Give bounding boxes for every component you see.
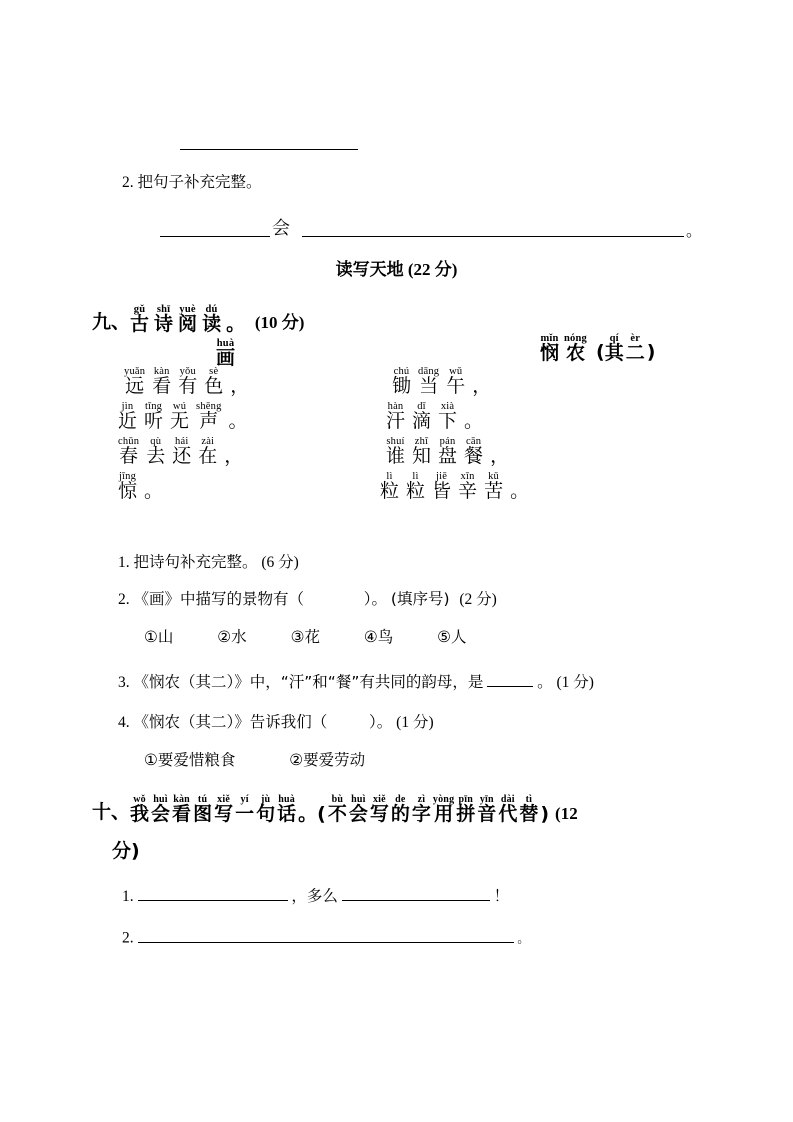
section-header-title: 读写天地 bbox=[335, 260, 404, 280]
pinyin-text: wǒ bbox=[133, 794, 146, 805]
sentence-blank-a[interactable] bbox=[160, 236, 270, 237]
pinyin-text: kàn bbox=[153, 366, 170, 377]
hanzi-text: 去 bbox=[146, 445, 166, 467]
ruby-char bbox=[432, 471, 451, 501]
hanzi-text: 。 bbox=[144, 480, 164, 502]
section-ten-title-chars bbox=[130, 786, 551, 824]
pinyin-text: tú bbox=[197, 794, 208, 805]
ruby-char bbox=[510, 471, 529, 501]
pinyin-text: dú bbox=[205, 304, 218, 315]
write-line-2-end-mark: 。 bbox=[517, 931, 530, 946]
hanzi-text: 粒 bbox=[406, 480, 426, 502]
hanzi-text: ， bbox=[230, 375, 250, 397]
hanzi-text: 汗 bbox=[386, 410, 406, 432]
poem-line bbox=[118, 401, 255, 431]
pinyin-text: chūn bbox=[118, 436, 140, 447]
pinyin-text: zhī bbox=[414, 436, 429, 447]
hanzi-text: 看 bbox=[172, 803, 192, 825]
ruby-char bbox=[118, 401, 137, 431]
hanzi-text: 读 bbox=[202, 313, 222, 335]
ruby-char bbox=[626, 333, 645, 363]
ruby-char bbox=[224, 436, 243, 466]
ruby-char bbox=[540, 333, 559, 363]
hanzi-text: 声 bbox=[199, 410, 219, 432]
ruby-char bbox=[172, 794, 191, 824]
hanzi-text: 在 bbox=[198, 445, 218, 467]
ruby-char bbox=[484, 471, 503, 501]
hanzi-text: 替 bbox=[519, 803, 539, 825]
ruby-char bbox=[118, 436, 139, 466]
poem-line bbox=[380, 471, 536, 501]
pinyin-text: jiē bbox=[435, 471, 448, 482]
poem-line bbox=[118, 471, 170, 501]
hanzi-text: 句 bbox=[256, 803, 276, 825]
hanzi-text: 写 bbox=[214, 803, 234, 825]
ruby-char bbox=[130, 304, 149, 334]
ruby-char bbox=[144, 401, 163, 431]
poem-area bbox=[0, 333, 793, 548]
hanzi-text: 代 bbox=[498, 803, 518, 825]
pinyin-text: huì bbox=[351, 794, 366, 805]
ruby-char bbox=[349, 794, 368, 824]
hanzi-text: 午 bbox=[446, 375, 466, 397]
pinyin-text: xiě bbox=[217, 794, 230, 805]
question-4-text-after: ）。 bbox=[369, 713, 393, 731]
hanzi-text: 悯 bbox=[540, 342, 560, 364]
write-line-2-blank-a[interactable] bbox=[138, 926, 514, 943]
question-3-number: 3. bbox=[118, 674, 130, 691]
sentence-completion-row bbox=[160, 214, 703, 240]
section-nine-index: 九、 bbox=[92, 311, 131, 333]
ruby-char bbox=[124, 366, 145, 396]
hanzi-text: 。 bbox=[228, 410, 248, 432]
poem-title-paren-close: ) bbox=[646, 341, 656, 363]
hanzi-text: 音 bbox=[477, 803, 497, 825]
pinyin-text: huì bbox=[153, 794, 168, 805]
poem-title-hua-pinyin: huà bbox=[216, 338, 235, 349]
ruby-char bbox=[130, 794, 149, 824]
hanzi-text: 拼 bbox=[456, 803, 476, 825]
hanzi-text: 阅 bbox=[178, 313, 198, 335]
ruby-char bbox=[370, 794, 389, 824]
pinyin-text: pán bbox=[439, 436, 456, 447]
ruby-char bbox=[464, 436, 483, 466]
pinyin-text: yǒu bbox=[179, 366, 196, 377]
write-line-1-number: 1. bbox=[122, 888, 134, 905]
pinyin-text: xiě bbox=[372, 794, 386, 805]
ruby-char bbox=[178, 366, 197, 396]
pinyin-text: wú bbox=[172, 401, 187, 412]
ruby-char bbox=[386, 436, 405, 466]
question-3-answer-blank[interactable] bbox=[487, 671, 533, 688]
ruby-char bbox=[464, 401, 483, 431]
ruby-char bbox=[152, 366, 171, 396]
section-ten-points-second: 分) bbox=[112, 840, 140, 862]
pinyin-text: zài bbox=[201, 436, 215, 447]
hanzi-text: 农 bbox=[566, 342, 586, 364]
hanzi-text: 还 bbox=[172, 445, 192, 467]
hanzi-text: 听 bbox=[144, 410, 164, 432]
ruby-char bbox=[178, 304, 197, 334]
ruby-char bbox=[118, 471, 137, 501]
ruby-char bbox=[151, 794, 170, 824]
ruby-char bbox=[392, 366, 411, 396]
ruby-char bbox=[412, 436, 431, 466]
hanzi-text: 下 bbox=[438, 410, 458, 432]
section-nine-points: (10 分) bbox=[254, 313, 305, 332]
ruby-char bbox=[458, 471, 477, 501]
question-2-points: (2 分) bbox=[459, 591, 497, 608]
pinyin-text: yòng bbox=[432, 794, 455, 805]
question-2 bbox=[118, 587, 497, 609]
ruby-char bbox=[298, 794, 326, 824]
ruby-char bbox=[226, 304, 245, 334]
hanzi-text: 当 bbox=[419, 375, 439, 397]
option-3[interactable]: ③花 bbox=[290, 628, 320, 646]
pinyin-text: jīng bbox=[118, 471, 137, 482]
hanzi-text: 粒 bbox=[380, 480, 400, 502]
hanzi-text: 我 bbox=[130, 803, 150, 825]
hanzi-text: 会 bbox=[151, 803, 171, 825]
question-3-text-after: 。 bbox=[537, 673, 553, 691]
ruby-char bbox=[446, 366, 465, 396]
ruby-char bbox=[230, 366, 249, 396]
pinyin-text: hái bbox=[175, 436, 189, 447]
pinyin-text: jìn bbox=[121, 401, 134, 412]
question-1-text: 把诗句补充完整。 bbox=[133, 553, 258, 571]
pinyin-text: shuí bbox=[386, 436, 405, 447]
question-2-number: 2. bbox=[118, 591, 130, 608]
ruby-char bbox=[472, 366, 491, 396]
ruby-char bbox=[490, 436, 509, 466]
ruby-char bbox=[193, 794, 212, 824]
hanzi-text: 滴 bbox=[412, 410, 432, 432]
pinyin-text: zì bbox=[417, 794, 426, 805]
ruby-char bbox=[456, 794, 475, 824]
ruby-char bbox=[202, 304, 221, 334]
pinyin-text: lì bbox=[412, 471, 419, 482]
ruby-char bbox=[204, 366, 223, 396]
pinyin-text: hàn bbox=[387, 401, 404, 412]
pinyin-text: lì bbox=[386, 471, 393, 482]
ruby-char bbox=[386, 401, 405, 431]
pinyin-text: pīn bbox=[458, 794, 474, 805]
pinyin-text: dài bbox=[500, 794, 515, 805]
hanzi-text: 会 bbox=[348, 803, 368, 825]
hanzi-text: 不 bbox=[327, 803, 347, 825]
hanzi-text: 锄 bbox=[392, 375, 412, 397]
hanzi-text: 谁 bbox=[386, 445, 406, 467]
pinyin-text: yīn bbox=[479, 794, 494, 805]
poem-line bbox=[124, 366, 256, 396]
hanzi-text: 苦 bbox=[484, 480, 504, 502]
hanzi-text: 字 bbox=[411, 803, 431, 825]
write-line-1 bbox=[122, 884, 509, 906]
section-ten-points-first: (12 bbox=[555, 804, 578, 823]
question-3-text-before: 《悯农（其二）》中，“汗”和“餐”有共同的韵母，是 bbox=[133, 673, 484, 691]
ruby-char bbox=[170, 401, 189, 431]
question-4-options bbox=[144, 748, 365, 770]
poem-line bbox=[386, 436, 516, 466]
ruby-char bbox=[328, 794, 347, 824]
pinyin-text: dī bbox=[417, 401, 426, 412]
question-2-options bbox=[144, 625, 467, 647]
ruby-char bbox=[277, 794, 296, 824]
question-1 bbox=[118, 550, 299, 572]
pinyin-text: gǔ bbox=[133, 304, 146, 315]
pinyin-text: sè bbox=[209, 366, 219, 377]
question-2-text-after: ）。 bbox=[363, 590, 388, 608]
hanzi-text: 用 bbox=[434, 803, 454, 825]
hanzi-text: ， bbox=[224, 445, 244, 467]
hanzi-text: 远 bbox=[125, 375, 145, 397]
hanzi-text: 盘 bbox=[438, 445, 458, 467]
question-1-number: 1. bbox=[118, 554, 130, 571]
ruby-char bbox=[564, 333, 587, 363]
question-4 bbox=[118, 710, 434, 732]
question-label-fill-sentence bbox=[122, 170, 262, 192]
ruby-char bbox=[406, 471, 425, 501]
pinyin-text: èr bbox=[630, 333, 641, 344]
section-ten-index: 十、 bbox=[92, 801, 131, 823]
option-a[interactable]: ①要爱惜粮食 bbox=[144, 751, 236, 769]
hanzi-text: 春 bbox=[119, 445, 139, 467]
ruby-char bbox=[235, 794, 254, 824]
question-4-number: 4. bbox=[118, 714, 130, 731]
ruby-char bbox=[256, 794, 275, 824]
sentence-word-hui: 会 bbox=[272, 218, 290, 239]
pinyin-text: tì bbox=[525, 794, 533, 805]
write-line-1-mid-text: ，多么 bbox=[291, 887, 338, 905]
ruby-char bbox=[196, 401, 222, 431]
hanzi-text: 古 bbox=[130, 313, 150, 335]
hanzi-text: 话 bbox=[277, 803, 297, 825]
section-header-points: (22 分) bbox=[407, 260, 458, 279]
pinyin-text: de bbox=[395, 794, 406, 805]
poem-line bbox=[118, 436, 250, 466]
answer-blank-rule-top[interactable] bbox=[180, 149, 358, 150]
hanzi-text: 二 bbox=[625, 342, 645, 364]
option-1[interactable]: ①山 bbox=[144, 628, 174, 646]
question-2-text-before: 《画》中描写的景物有（ bbox=[133, 590, 305, 608]
question-number: 2. bbox=[122, 174, 134, 191]
ruby-char bbox=[477, 794, 496, 824]
ruby-char bbox=[433, 794, 454, 824]
hanzi-text: 无 bbox=[170, 410, 190, 432]
poem-title-hua-hanzi: 画 bbox=[216, 347, 236, 369]
pinyin-text: qù bbox=[150, 436, 162, 447]
pinyin-text: mǐn bbox=[540, 333, 559, 344]
question-text: 把句子补充完整。 bbox=[137, 173, 262, 191]
pinyin-text: chú bbox=[393, 366, 410, 377]
hanzi-text: 餐 bbox=[464, 445, 484, 467]
hanzi-text: ， bbox=[472, 375, 492, 397]
ruby-char bbox=[605, 333, 624, 363]
ruby-char bbox=[412, 401, 431, 431]
pinyin-text: huà bbox=[278, 794, 295, 805]
sentence-end-mark: 。 bbox=[686, 221, 703, 240]
hanzi-text: 。( bbox=[298, 803, 326, 825]
ruby-char bbox=[412, 794, 431, 824]
ruby-char bbox=[540, 794, 549, 824]
option-5[interactable]: ⑤人 bbox=[437, 628, 467, 646]
hanzi-text: 色 bbox=[204, 375, 224, 397]
poem-line bbox=[392, 366, 498, 396]
option-b[interactable]: ②要爱劳动 bbox=[289, 751, 366, 769]
write-line-2-number: 2. bbox=[122, 929, 134, 947]
write-line-1-blank-b[interactable] bbox=[342, 885, 490, 902]
question-4-text-before: 《悯农（其二）》告诉我们（ bbox=[133, 713, 328, 731]
hanzi-text: 图 bbox=[193, 803, 213, 825]
heading-section-nine bbox=[92, 296, 304, 334]
ruby-char bbox=[146, 436, 165, 466]
section-nine-title-chars bbox=[130, 296, 250, 334]
pinyin-text: cān bbox=[465, 436, 482, 447]
heading-section-ten bbox=[92, 786, 792, 824]
poem-title-hua bbox=[216, 333, 235, 368]
write-line-1-blank-a[interactable] bbox=[138, 885, 288, 902]
question-4-points: (1 分) bbox=[396, 714, 434, 731]
question-2-hint: (填序号) bbox=[390, 590, 450, 608]
ruby-char bbox=[438, 401, 457, 431]
ruby-char bbox=[229, 401, 248, 431]
pinyin-text: yuǎn bbox=[124, 366, 146, 377]
pinyin-text: yuè bbox=[179, 304, 196, 315]
ruby-char bbox=[498, 794, 517, 824]
pinyin-text: bù bbox=[331, 794, 344, 805]
ruby-char bbox=[214, 794, 233, 824]
ruby-char bbox=[391, 794, 410, 824]
poem-title-paren-open: ( bbox=[596, 341, 605, 363]
poem-title-minnong bbox=[540, 333, 655, 363]
pinyin-text: kǔ bbox=[488, 471, 500, 482]
hanzi-text: 辛 bbox=[458, 480, 478, 502]
ruby-char bbox=[380, 471, 399, 501]
hanzi-text: 皆 bbox=[432, 480, 452, 502]
poem-line bbox=[386, 401, 490, 431]
ruby-char bbox=[198, 436, 217, 466]
hanzi-text: 。 bbox=[510, 480, 530, 502]
write-line-1-end-mark: ！ bbox=[493, 887, 510, 905]
ruby-char bbox=[519, 794, 538, 824]
question-3-points: (1 分) bbox=[556, 674, 594, 691]
pinyin-text: xīn bbox=[460, 471, 475, 482]
pinyin-text: nóng bbox=[564, 333, 587, 344]
ruby-char bbox=[172, 436, 191, 466]
section-header-reading-writing bbox=[0, 255, 793, 280]
hanzi-text: 近 bbox=[118, 410, 138, 432]
question-3 bbox=[118, 670, 594, 692]
pinyin-text: yí bbox=[240, 794, 249, 805]
sentence-blank-b[interactable] bbox=[302, 236, 684, 237]
pinyin-text: kàn bbox=[173, 794, 190, 805]
hanzi-text: 写 bbox=[369, 803, 389, 825]
hanzi-text: 诗 bbox=[154, 313, 174, 335]
pinyin-text: shī bbox=[156, 304, 171, 315]
hanzi-text: ， bbox=[490, 445, 510, 467]
hanzi-text: 一 bbox=[235, 803, 255, 825]
question-1-points: (6 分) bbox=[261, 554, 299, 571]
hanzi-text: ) bbox=[540, 803, 550, 825]
pinyin-text: tīng bbox=[144, 401, 163, 412]
pinyin-text: xià bbox=[440, 401, 455, 412]
hanzi-text: 的 bbox=[390, 803, 410, 825]
ruby-char bbox=[418, 366, 439, 396]
pinyin-text: dāng bbox=[418, 366, 440, 377]
pinyin-text: jù bbox=[260, 794, 271, 805]
hanzi-text: 有 bbox=[178, 375, 198, 397]
hanzi-text: 知 bbox=[412, 445, 432, 467]
option-4[interactable]: ④鸟 bbox=[363, 628, 394, 646]
hanzi-text: 惊 bbox=[118, 480, 138, 502]
hanzi-text: 看 bbox=[152, 375, 172, 397]
pinyin-text: wǔ bbox=[449, 366, 463, 377]
pinyin-text: qí bbox=[609, 333, 619, 344]
hanzi-text: 。 bbox=[464, 410, 484, 432]
ruby-char bbox=[154, 304, 173, 334]
hanzi-text: 。 bbox=[226, 313, 246, 335]
pinyin-text: shēng bbox=[196, 401, 222, 412]
ruby-char bbox=[438, 436, 457, 466]
option-2[interactable]: ②水 bbox=[217, 628, 247, 646]
write-line-2 bbox=[122, 926, 529, 948]
hanzi-text: 其 bbox=[604, 342, 624, 364]
ruby-char bbox=[144, 471, 163, 501]
